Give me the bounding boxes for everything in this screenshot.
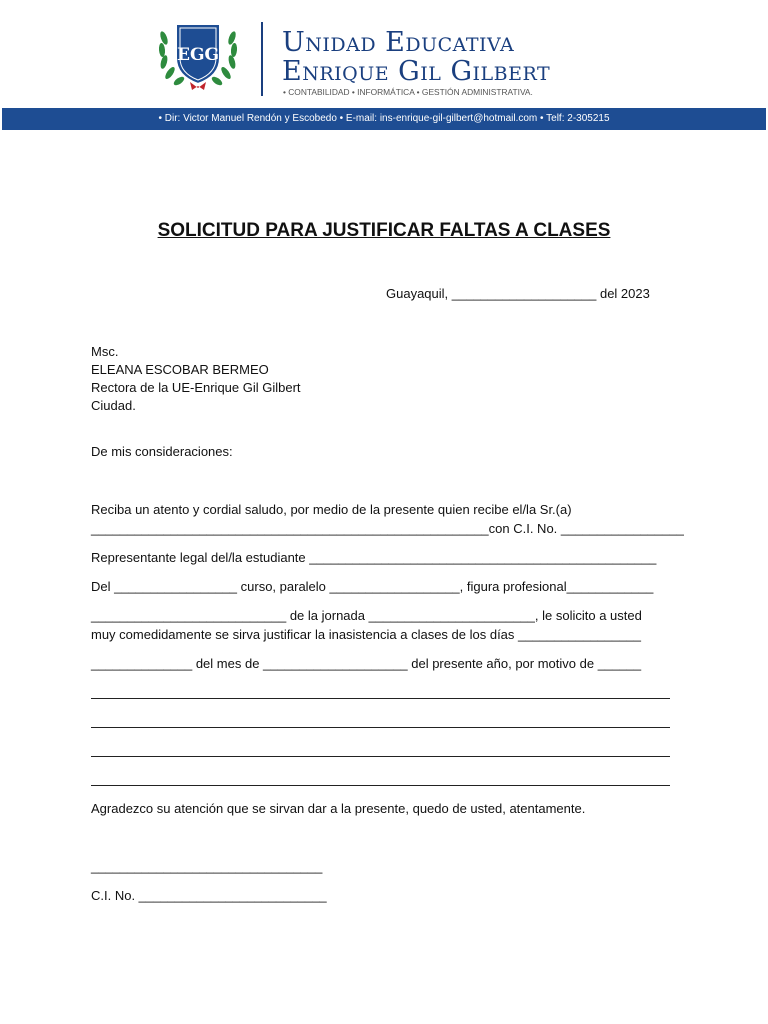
body-line-3: Representante legal del/la estudiante ________________________________________________ [91,550,657,565]
school-specialties: • CONTABILIDAD • INFORMÁTICA • GESTIÓN ADMINISTRATIVA. [283,87,533,97]
recipient-city: Ciudad. [91,398,136,413]
closing-text: Agradezco su atención que se sirvan dar a la presente, quedo de usted, atentamente. [91,801,586,816]
body-line-5: ___________________________ de la jornada _______________________, le solicito a usted [91,608,642,623]
contact-bar-text: • Dir: Victor Manuel Rendón y Escobedo • E-mail: ins-enrique-gil-gilbert@hotmail.com • Telf: 2-305215 [158,113,610,124]
recipient-position: Rectora de la UE-Enrique Gil Gilbert [91,380,301,395]
body-line-4: Del _________________ curso, paralelo __________________, figura profesional____________ [91,579,654,594]
school-name-line2: Enrique Gil Gilbert [282,56,551,87]
crest-letters: EGG [177,45,219,65]
document-title: SOLICITUD PARA JUSTIFICAR FALTAS A CLASES [157,220,611,241]
body-line-2: _______________________________________________________con C.I. No. _________________ [91,521,684,536]
body-line-6: muy comedidamente se sirva justificar la inasistencia a clases de los días _________________ [91,627,641,642]
greeting: De mis consideraciones: [91,444,233,459]
ci-number-line: C.I. No. __________________________ [91,888,327,903]
signature-line: ________________________________ [91,859,323,874]
reason-blank-line [91,698,670,699]
body-line-7: ______________ del mes de ____________________ del presente año, por motivo de ______ [91,656,642,671]
body-line-1: Reciba un atento y cordial saludo, por medio de la presente quien recibe el/la Sr.(a) [91,502,572,517]
recipient-name: ELEANA ESCOBAR BERMEO [91,362,269,377]
reason-blank-line [91,785,670,786]
reason-blank-line [91,756,670,757]
date-line: Guayaquil, ____________________ del 2023 [386,286,650,301]
school-name-line1: Unidad Educativa [282,27,515,58]
recipient-title: Msc. [91,344,119,359]
reason-blank-line [91,727,670,728]
